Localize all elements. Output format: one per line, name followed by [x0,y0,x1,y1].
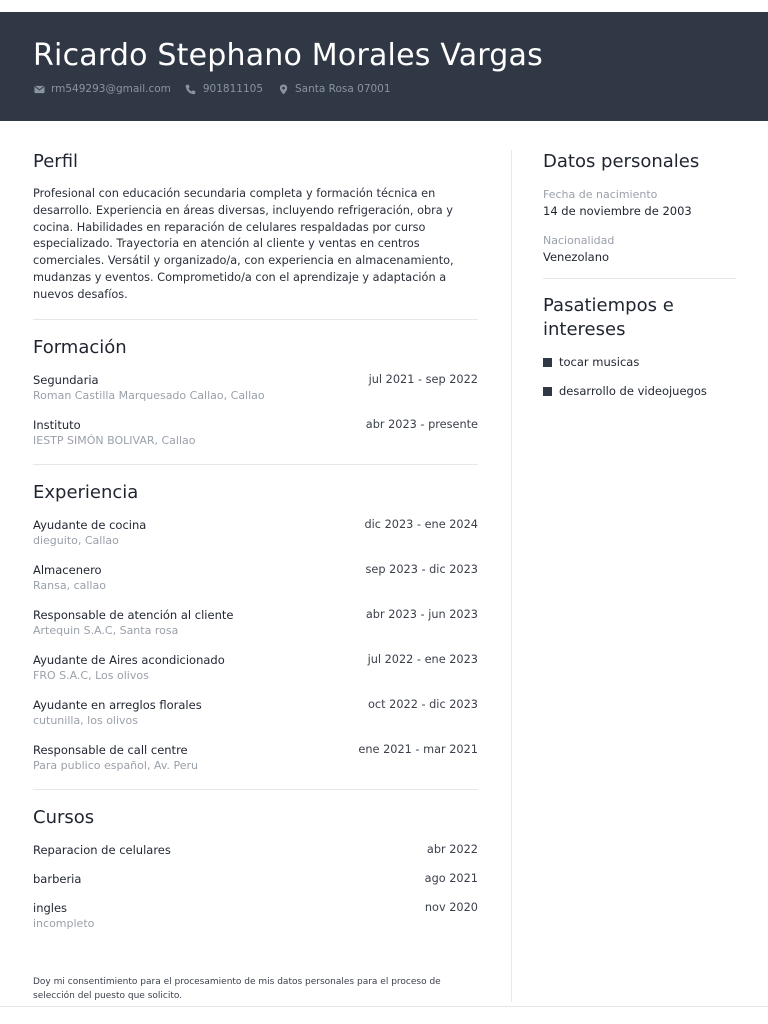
education-entry [33,372,478,404]
entry-title: barberia [33,871,82,886]
entry-location: Roman Castilla Marquesado Callao, Callao [33,388,265,402]
map-pin-icon [277,83,289,95]
contact-address [277,83,391,95]
entry-title: Almacenero [33,562,102,577]
entry-title: Segundaria [33,372,99,387]
experience-entry [33,562,478,594]
experience-section [33,481,478,774]
contact-bar [33,83,405,95]
resume-header [0,12,768,121]
sidebar-column [543,150,736,399]
consent-note: Doy mi consentimiento para el procesamiento de mis datos personales para el proceso de selección del puesto que solicito. [33,977,441,1001]
entry-location: Para publico español, Av. Peru [33,758,198,772]
education-entry [33,417,478,449]
education-section [33,336,478,449]
section-title-profile: Perfil [33,151,79,172]
section-title-hobbies [543,294,736,342]
experience-entry [33,742,478,774]
personal-field [543,187,736,219]
section-divider [543,278,736,279]
section-title-courses: Cursos [33,806,95,828]
hobby-label: tocar musicas [559,355,640,369]
main-column [33,150,478,932]
section-divider [33,464,478,465]
entry-location: Ransa, callao [33,578,106,592]
entry-date: jul 2021 - sep 2022 [368,372,478,386]
column-divider [511,150,512,1002]
phone-icon [185,83,197,95]
course-entry [33,871,478,887]
hobby-item [543,383,736,399]
profile-section [33,150,478,304]
personal-data-section [543,150,736,265]
entry-date: dic 2023 - ene 2024 [364,517,478,531]
top-margin [0,0,768,12]
field-label: Nacionalidad [543,234,615,247]
entry-location: dieguito, Callao [33,533,119,547]
title-line: Pasatiempos e [543,295,674,316]
envelope-icon [33,83,45,95]
field-label: Fecha de nacimiento [543,188,658,201]
entry-title: Instituto [33,417,81,432]
entry-title: Responsable de atención al cliente [33,607,234,622]
square-bullet-icon [543,358,552,367]
entry-date: jul 2022 - ene 2023 [367,652,478,666]
field-value: Venezolano [543,250,610,264]
section-title-experience: Experiencia [33,481,139,503]
candidate-name: Ricardo Stephano Morales Vargas [33,38,543,73]
experience-entry [33,517,478,549]
entry-title: Ayudante en arreglos florales [33,697,202,712]
experience-entry [33,652,478,684]
contact-email[interactable] [33,83,171,95]
entry-date: ago 2021 [424,871,478,885]
hobbies-section [543,294,736,399]
personal-field [543,233,736,265]
entry-date: abr 2023 - presente [365,417,478,431]
experience-entry [33,697,478,729]
contact-phone[interactable] [185,83,263,95]
email-text: rm549293@gmail.com [51,83,171,95]
entry-location: FRO S.A.C, Los olivos [33,668,149,682]
title-line: intereses [543,319,626,340]
courses-section [33,806,478,932]
entry-date: abr 2022 [426,842,478,856]
section-title-education: Formación [33,336,127,358]
profile-summary: Profesional con educación secundaria completa y formación técnica en desarrollo. Experiencia en áreas diversas, incluyendo refrigeración, obra y cocina. Habilidades en reparación de celulares respaldadas por curso especializado. Trayectoria en atención al cliente y ventas en centros comerciales. Versátil y organizado/a, con experiencia en almacenamiento, mudanzas y eventos. Comprometido/a con el aprendizaje y adaptación a nuevos desafíos. [33,187,454,301]
entry-location: IESTP SIMÓN BOLIVAR, Callao [33,433,196,447]
entry-note: incompleto [33,916,95,930]
entry-date: oct 2022 - dic 2023 [367,697,478,711]
entry-title: Reparacion de celulares [33,842,171,857]
entry-title: Ayudante de cocina [33,517,147,532]
experience-entry [33,607,478,639]
entry-date: sep 2023 - dic 2023 [365,562,478,576]
entry-date: abr 2023 - jun 2023 [365,607,478,621]
course-entry [33,900,478,932]
section-title-personal: Datos personales [543,151,700,172]
section-divider [33,789,478,790]
section-divider [33,319,478,320]
hobby-label: desarrollo de videojuegos [559,384,707,398]
entry-location: Artequin S.A.C, Santa rosa [33,623,179,637]
entry-title: ingles [33,900,68,915]
entry-title: Ayudante de Aires acondicionado [33,652,225,667]
page-bottom-border [0,1006,768,1007]
hobby-item [543,354,736,370]
entry-date: nov 2020 [424,900,478,914]
phone-text: 901811105 [202,83,263,95]
entry-date: ene 2021 - mar 2021 [358,742,478,756]
entry-title: Responsable de call centre [33,742,188,757]
course-entry [33,842,478,858]
square-bullet-icon [543,387,552,396]
field-value: 14 de noviembre de 2003 [543,204,692,218]
entry-location: cutunilla, los olivos [33,713,139,727]
address-text: Santa Rosa 07001 [295,83,391,95]
